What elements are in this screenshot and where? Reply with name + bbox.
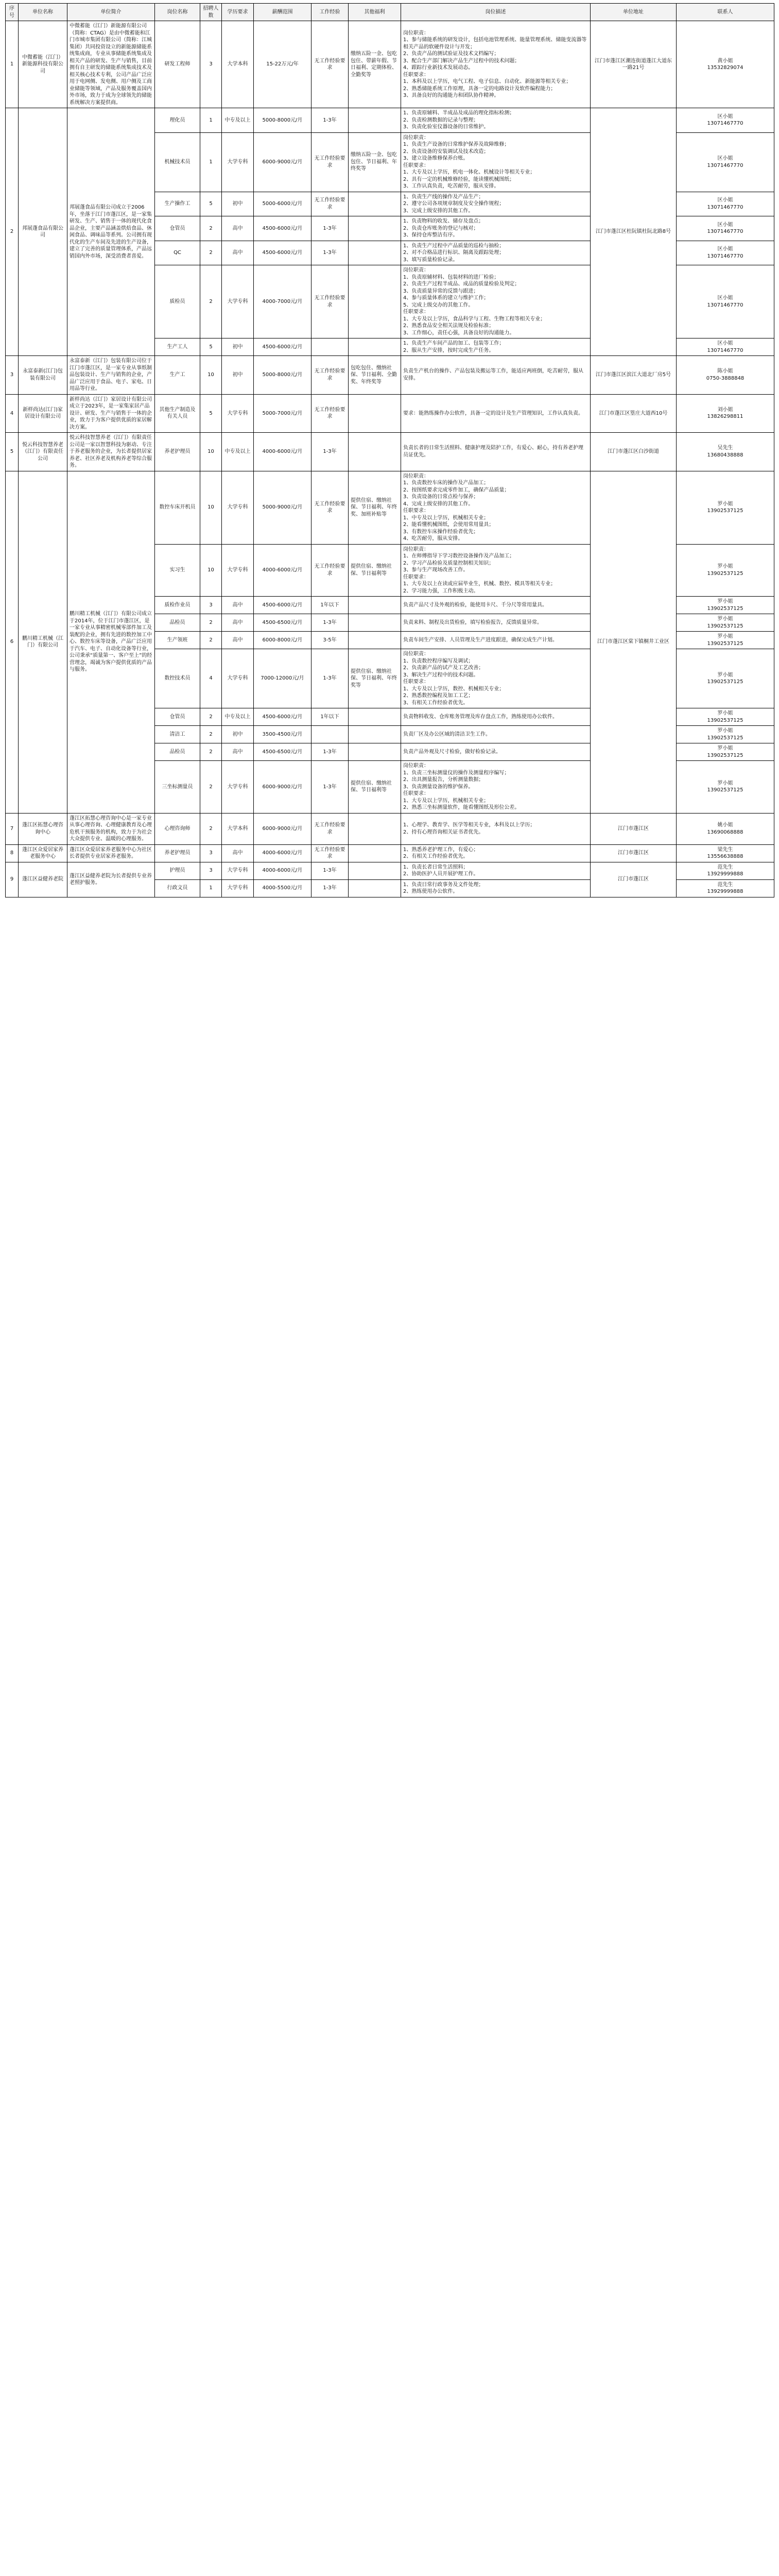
table-row bbox=[6, 813, 774, 844]
company-intro: 新样尚达（江门）家居设计有限公司成立于2023年，是一家集家居产品设计、研发、生产与销售于一体的企业，致力于为客户提供优质的家居解决方案。 bbox=[67, 394, 155, 433]
job-salary: 4500-6500元/月 bbox=[254, 614, 311, 632]
job-contact: 区小姐 13071467770 bbox=[677, 192, 774, 216]
job-description: 1、负责生产线的操作及产品生产； 2、遵守公司各项规章制度及安全操作规程； 3、完成上级安排的其他工作。 bbox=[401, 192, 591, 216]
job-contact: 区小姐 13071467770 bbox=[677, 108, 774, 133]
job-experience: 1-3年 bbox=[311, 108, 349, 133]
job-contact: 区小姐 13071467770 bbox=[677, 265, 774, 338]
job-contact: 区小姐 13071467770 bbox=[677, 132, 774, 192]
job-description: 负责车间生产安排、人员管理及生产进度跟进，确保完成生产计划。 bbox=[401, 632, 591, 649]
job-count: 2 bbox=[200, 813, 222, 844]
job-title: 仓管员 bbox=[155, 216, 200, 241]
company-intro: 鹏川精工机械（江门）有限公司成立于2014年，位于江门市蓬江区，是一家专业从事精密机械零部件加工及装配的企业，拥有先进的数控加工中心、数控车床等设备，产品广泛应用于汽车、电子、自动化设备等行业，公司秉承“质量第一、客户至上”的经营理念，竭诚为客户提供优质的产品与服务。 bbox=[67, 471, 155, 813]
job-contact: 罗小姐 13902537125 bbox=[677, 649, 774, 708]
job-description: 1、负责物料的收发、储存及盘点； 2、负责仓库账务的登记与核对； 3、保持仓库整洁有序。 bbox=[401, 216, 591, 241]
job-experience: 无工作经验要求 bbox=[311, 356, 349, 395]
job-description: 1、负责生产过程中产品质量的巡检与抽检； 2、对不合格品进行标识、隔离及跟踪处理； 3、填写质量检验记录。 bbox=[401, 241, 591, 265]
row-number: 7 bbox=[6, 813, 19, 844]
job-title: 生产领班 bbox=[155, 632, 200, 649]
company-name: 新样尚达(江门)家居设计有限公司 bbox=[19, 394, 67, 433]
job-title: 三坐标测量员 bbox=[155, 761, 200, 814]
job-count: 5 bbox=[200, 192, 222, 216]
job-description: 负责产品外观及尺寸检验，做好检验记录。 bbox=[401, 743, 591, 761]
header-address: 单位地址 bbox=[591, 4, 677, 21]
job-title: 心理咨询师 bbox=[155, 813, 200, 844]
job-title: 其他生产制造及有关人员 bbox=[155, 394, 200, 433]
row-number: 2 bbox=[6, 108, 19, 356]
job-count: 2 bbox=[200, 241, 222, 265]
company-intro: 永富泰新（江门）包装有限公司位于江门市蓬江区，是一家专业从事纸制品包装设计、生产与销售的企业，产品广泛应用于食品、电子、家电、日用品等行业。 bbox=[67, 356, 155, 395]
job-salary: 5000-8000元/月 bbox=[254, 356, 311, 395]
job-benefits: 提供住宿、缴纳社保、节日福利等 bbox=[349, 544, 401, 597]
job-salary: 5000-7000元/月 bbox=[254, 394, 311, 433]
job-benefits bbox=[349, 241, 401, 265]
company-name: 蓬江区众爱居家养老服务中心 bbox=[19, 844, 67, 862]
job-contact: 区小姐 13071467770 bbox=[677, 241, 774, 265]
job-contact: 梁先生 13556638888 bbox=[677, 844, 774, 862]
job-salary: 7000-12000元/月 bbox=[254, 649, 311, 708]
job-salary: 4500-6000元/月 bbox=[254, 708, 311, 726]
job-count: 5 bbox=[200, 394, 222, 433]
job-benefits bbox=[349, 708, 401, 726]
company-address: 江门市蓬江区篁庄大道西10号 bbox=[591, 394, 677, 433]
job-experience: 无工作经验要求 bbox=[311, 394, 349, 433]
header-benefits: 其他福利 bbox=[349, 4, 401, 21]
company-address: 江门市蓬江区 bbox=[591, 844, 677, 862]
job-education: 高中 bbox=[222, 216, 254, 241]
job-count: 5 bbox=[200, 338, 222, 356]
header-contact: 联系人 bbox=[677, 4, 774, 21]
job-benefits bbox=[349, 813, 401, 844]
job-experience: 1-3年 bbox=[311, 879, 349, 897]
job-experience: 无工作经验要求 bbox=[311, 265, 349, 338]
job-experience: 无工作经验要求 bbox=[311, 544, 349, 597]
company-intro: 蓬江区拓慧心理咨询中心是一家专业从事心理咨询、心理健康教育及心理危机干预服务的机构，致力于为社会大众提供专业、温暖的心理服务。 bbox=[67, 813, 155, 844]
job-count: 2 bbox=[200, 761, 222, 814]
job-contact: 区小姐 13071467770 bbox=[677, 216, 774, 241]
job-education: 高中 bbox=[222, 844, 254, 862]
job-experience: 无工作经验要求 bbox=[311, 844, 349, 862]
job-title: 机械技术员 bbox=[155, 132, 200, 192]
job-contact: 罗小姐 13902537125 bbox=[677, 743, 774, 761]
job-description: 负责厂区及办公区域的清洁卫生工作。 bbox=[401, 726, 591, 743]
job-salary: 5000-8000元/月 bbox=[254, 108, 311, 133]
company-intro: 悦云科技智慧养老（江门）有限责任公司是一家以智慧科技为驱动、专注于养老服务的企业，为长者提供居家养老、社区养老及机构养老等综合服务。 bbox=[67, 433, 155, 471]
job-experience: 1-3年 bbox=[311, 216, 349, 241]
company-address: 江门市蓬江区 bbox=[591, 813, 677, 844]
job-description: 岗位职责： 1、参与储能系统的研发设计，包括电池管理系统、能量管理系统、储能变流器等相关产品的软硬件设计与开发； 2、负责产品的测试验证及技术文档编写； 3、配合生产部门解决产品生产过程中的技术问题； 4、跟踪行业新技术发展动态。 任职要求： 1、本科及以上学历，电气工程、电子信息、自动化、新能源等相关专业； 2、熟悉储能系统工作原理，具备一定的电路设计及软件编程能力； 3、具备良好的沟通能力和团队协作精神。 bbox=[401, 21, 591, 108]
header-job-title: 岗位名称 bbox=[155, 4, 200, 21]
job-description: 1、心理学、教育学、医学等相关专业，本科及以上学历； 2、持有心理咨询相关证书者优先。 bbox=[401, 813, 591, 844]
job-education: 初中 bbox=[222, 356, 254, 395]
job-benefits bbox=[349, 216, 401, 241]
job-salary: 4000-6000元/月 bbox=[254, 862, 311, 879]
job-title: 仓管员 bbox=[155, 708, 200, 726]
table-body bbox=[6, 21, 774, 897]
job-salary: 5000-6000元/月 bbox=[254, 192, 311, 216]
job-title: 生产操作工 bbox=[155, 192, 200, 216]
job-title: 养老护理员 bbox=[155, 844, 200, 862]
job-description: 岗位职责： 1、负责原辅材料、包装材料的进厂检验； 2、负责生产过程半成品、成品的质量检验及判定； 3、负责质量异常的反馈与跟进； 4、参与质量体系的建立与维护工作； 5、完成上级交办的其他工作。 任职要求： 1、大专及以上学历，食品科学与工程、生物工程等相关专业； 2、熟悉食品安全相关法规及检验标准； 3、工作细心，责任心强，具备良好的沟通能力。 bbox=[401, 265, 591, 338]
header-experience: 工作经验 bbox=[311, 4, 349, 21]
company-address: 江门市蓬江区潮连街道蓬江大道东一路21号 bbox=[591, 21, 677, 108]
company-intro: 中微蓄能（江门）新能源有限公司（简称：CTAG）是由中微蓄能和江门市城市集团有限公司（简称：江城集团）共同投资设立的新能源储能系统集成商，专业从事储能系统集成及相关产品的研发、生产与销售，目前拥有自主研发的储能系统集成技术及相关核心技术专利，公司产品广泛应用于电网侧、发电侧、用户侧及工商业储能等领域，产品及服务覆盖国内外市场，致力于成为全球领先的储能系统解决方案提供商。 bbox=[67, 21, 155, 108]
job-education: 高中 bbox=[222, 241, 254, 265]
job-title: 生产工人 bbox=[155, 338, 200, 356]
job-count: 10 bbox=[200, 356, 222, 395]
job-education: 大学本科 bbox=[222, 21, 254, 108]
job-benefits bbox=[349, 614, 401, 632]
job-contact: 刘小姐 13826298811 bbox=[677, 394, 774, 433]
job-experience bbox=[311, 338, 349, 356]
job-contact: 陈小姐 0750-3888848 bbox=[677, 356, 774, 395]
job-count: 2 bbox=[200, 614, 222, 632]
job-count: 10 bbox=[200, 544, 222, 597]
row-number: 8 bbox=[6, 844, 19, 862]
job-description: 要求：能熟练操作办公软件，具备一定的设计及生产管理知识，工作认真负责。 bbox=[401, 394, 591, 433]
job-contact: 黄小姐 13532829074 bbox=[677, 21, 774, 108]
job-description: 岗位职责： 1、负责数控程序编写及调试； 2、负责新产品的试产及工艺改善； 3、解决生产过程中的技术问题。 任职要求： 1、大专及以上学历，数控、机械相关专业； 2、熟悉数控编程及加工工艺； 3、有相关工作经验者优先。 bbox=[401, 649, 591, 708]
job-contact: 罗小姐 13902537125 bbox=[677, 597, 774, 614]
job-salary: 15-22万元/年 bbox=[254, 21, 311, 108]
job-experience: 1-3年 bbox=[311, 241, 349, 265]
job-contact: 区小姐 13071467770 bbox=[677, 338, 774, 356]
job-description: 1、负责生产车间产品的加工、包装等工作； 2、服从生产安排，按时完成生产任务。 bbox=[401, 338, 591, 356]
job-contact: 罗小姐 13902537125 bbox=[677, 761, 774, 814]
job-education: 初中 bbox=[222, 726, 254, 743]
job-title: 生产工 bbox=[155, 356, 200, 395]
job-benefits bbox=[349, 743, 401, 761]
job-experience: 1年以下 bbox=[311, 708, 349, 726]
job-salary: 3500-4500元/月 bbox=[254, 726, 311, 743]
job-title: 研发工程师 bbox=[155, 21, 200, 108]
job-count: 3 bbox=[200, 844, 222, 862]
job-experience: 无工作经验要求 bbox=[311, 132, 349, 192]
table-row bbox=[6, 433, 774, 471]
job-benefits bbox=[349, 192, 401, 216]
job-title: QC bbox=[155, 241, 200, 265]
job-contact: 范先生 13929999888 bbox=[677, 879, 774, 897]
job-education: 中专及以上 bbox=[222, 708, 254, 726]
company-name: 鹏川精工机械（江门）有限公司 bbox=[19, 471, 67, 813]
table-row bbox=[6, 356, 774, 395]
job-contact: 吴先生 13680438888 bbox=[677, 433, 774, 471]
company-intro: 蓬江区益健养老院为长者提供专业养老照护服务。 bbox=[67, 862, 155, 897]
job-experience: 无工作经验要求 bbox=[311, 192, 349, 216]
job-count: 2 bbox=[200, 265, 222, 338]
job-title: 品检员 bbox=[155, 614, 200, 632]
table-row bbox=[6, 471, 774, 544]
job-salary: 6000-9000元/月 bbox=[254, 132, 311, 192]
job-count: 4 bbox=[200, 649, 222, 708]
job-benefits bbox=[349, 433, 401, 471]
job-title: 理化员 bbox=[155, 108, 200, 133]
job-benefits: 缴纳五险一金、包吃包住、带薪年假、节日福利、定期体检、全勤奖等 bbox=[349, 21, 401, 108]
job-education: 高中 bbox=[222, 743, 254, 761]
job-education: 初中 bbox=[222, 192, 254, 216]
job-description: 岗位职责： 1、负责数控车床的操作及产品加工； 2、按图纸要求完成零件加工，确保产品质量； 3、负责设备的日常点检与保养； 4、完成上级安排的其他工作。 任职要求： 1、中专及以上学历，机械相关专业； 2、能看懂机械图纸，会使用常用量具； 3、有数控车床操作经验者优先； 4、吃苦耐劳，服从安排。 bbox=[401, 471, 591, 544]
job-education: 大学专科 bbox=[222, 132, 254, 192]
job-count: 3 bbox=[200, 862, 222, 879]
job-education: 大学本科 bbox=[222, 813, 254, 844]
job-contact: 罗小姐 13902537125 bbox=[677, 614, 774, 632]
job-education: 大学专科 bbox=[222, 265, 254, 338]
table-row bbox=[6, 862, 774, 879]
job-experience: 1-3年 bbox=[311, 743, 349, 761]
header-company: 单位名称 bbox=[19, 4, 67, 21]
job-description: 岗位职责： 1、负责三坐标测量仪的操作及测量程序编写； 2、出具测量报告，分析测量数据； 3、负责测量设备的维护保养。 任职要求： 1、大专及以上学历，机械相关专业； 2、熟悉三坐标测量软件，能看懂图纸及形位公差。 bbox=[401, 761, 591, 814]
job-count: 2 bbox=[200, 708, 222, 726]
job-description: 负责产品尺寸及外观的检验，能使用卡尺、千分尺等常用量具。 bbox=[401, 597, 591, 614]
job-count: 2 bbox=[200, 216, 222, 241]
job-description: 1、熟悉养老护理工作，有爱心； 2、有相关工作经验者优先。 bbox=[401, 844, 591, 862]
job-salary: 4000-6000元/月 bbox=[254, 433, 311, 471]
header-description: 岗位描述 bbox=[401, 4, 591, 21]
job-experience: 1-3年 bbox=[311, 614, 349, 632]
job-count: 3 bbox=[200, 21, 222, 108]
job-description: 岗位职责： 1、在师傅指导下学习数控设备操作及产品加工； 2、学习产品检验及质量控制相关知识； 3、参与生产现场改善工作。 任职要求： 1、大专及以上在读或应届毕业生，机械、数控、模具等相关专业； 2、学习能力强，工作积极主动。 bbox=[401, 544, 591, 597]
job-benefits: 提供住宿、缴纳社保、节日福利等 bbox=[349, 761, 401, 814]
company-address: 江门市蓬江区滨江大道北厂房5号 bbox=[591, 356, 677, 395]
job-count: 10 bbox=[200, 433, 222, 471]
job-contact: 罗小姐 13902537125 bbox=[677, 726, 774, 743]
table-row bbox=[6, 108, 774, 133]
job-title: 质检员 bbox=[155, 265, 200, 338]
job-education: 大学专科 bbox=[222, 544, 254, 597]
recruitment-sheet bbox=[5, 3, 774, 897]
header-education: 学历要求 bbox=[222, 4, 254, 21]
company-intro: 邦展蓬食品有限公司成立于2006年，坐落于江门市蓬江区，是一家集研发、生产、销售于一体的现代化食品企业，主要产品涵盖烘焙食品、休闲食品、调味品等系列。公司拥有现代化的生产车间及先进的生产设备，建立了完善的质量管理体系，产品远销国内外市场，深受消费者喜爱。 bbox=[67, 108, 155, 356]
job-education: 大学专科 bbox=[222, 394, 254, 433]
job-salary: 5000-9000元/月 bbox=[254, 471, 311, 544]
job-title: 清洁工 bbox=[155, 726, 200, 743]
job-count: 2 bbox=[200, 726, 222, 743]
job-benefits bbox=[349, 862, 401, 879]
job-benefits bbox=[349, 394, 401, 433]
job-experience: 1年以下 bbox=[311, 597, 349, 614]
job-education: 大学专科 bbox=[222, 471, 254, 544]
job-benefits bbox=[349, 265, 401, 338]
table-row bbox=[6, 844, 774, 862]
job-benefits bbox=[349, 597, 401, 614]
job-education: 大学专科 bbox=[222, 649, 254, 708]
job-contact: 姚小姐 13690068888 bbox=[677, 813, 774, 844]
job-salary: 4500-6000元/月 bbox=[254, 597, 311, 614]
company-name: 蓬江区拓慧心理咨询中心 bbox=[19, 813, 67, 844]
job-salary: 6000-8000元/月 bbox=[254, 632, 311, 649]
job-count: 2 bbox=[200, 743, 222, 761]
header-row bbox=[6, 4, 774, 21]
job-title: 品检员 bbox=[155, 743, 200, 761]
job-experience: 无工作经验要求 bbox=[311, 471, 349, 544]
job-salary: 6000-9000元/月 bbox=[254, 761, 311, 814]
job-salary: 4000-5500元/月 bbox=[254, 879, 311, 897]
job-description: 负责生产机台的操作、产品包装及搬运等工作，能适应两班倒，吃苦耐劳，服从安排。 bbox=[401, 356, 591, 395]
job-title: 数控车床开机员 bbox=[155, 471, 200, 544]
job-experience: 1-3年 bbox=[311, 862, 349, 879]
job-contact: 范先生 13929999888 bbox=[677, 862, 774, 879]
job-count: 1 bbox=[200, 108, 222, 133]
job-description: 1、负责日常行政事务及文件处理； 2、熟练使用办公软件。 bbox=[401, 879, 591, 897]
job-count: 1 bbox=[200, 879, 222, 897]
job-count: 10 bbox=[200, 471, 222, 544]
job-description: 1、负责长者日常生活照料； 2、协助医护人员开展护理工作。 bbox=[401, 862, 591, 879]
job-salary: 4500-6000元/月 bbox=[254, 338, 311, 356]
row-number: 1 bbox=[6, 21, 19, 108]
job-title: 质检作业员 bbox=[155, 597, 200, 614]
job-education: 高中 bbox=[222, 614, 254, 632]
header-no: 序号 bbox=[6, 4, 19, 21]
job-benefits: 包吃包住、缴纳社保、节日福利、全勤奖、年终奖等 bbox=[349, 356, 401, 395]
job-experience: 1-3年 bbox=[311, 433, 349, 471]
job-count: 1 bbox=[200, 132, 222, 192]
company-address: 江门市蓬江区 bbox=[591, 862, 677, 897]
job-title: 护理员 bbox=[155, 862, 200, 879]
job-benefits bbox=[349, 726, 401, 743]
job-description: 岗位职责： 1、负责生产设备的日常维护保养及故障维修； 2、负责设备的安装调试及技术改造； 3、建立设备维修保养台账。 任职要求： 1、大专及以上学历，机电一体化、机械设计等相关专业； 2、具有一定的机械维修经验，能读懂机械图纸； 3、工作认真负责，吃苦耐劳，服从安排。 bbox=[401, 132, 591, 192]
job-experience bbox=[311, 726, 349, 743]
company-name: 悦云科技智慧养老（江门）有限责任公司 bbox=[19, 433, 67, 471]
company-address: 江门市蓬江区白沙街道 bbox=[591, 433, 677, 471]
job-education: 大学专科 bbox=[222, 761, 254, 814]
job-benefits bbox=[349, 338, 401, 356]
job-education: 高中 bbox=[222, 632, 254, 649]
job-salary: 4000-6000元/月 bbox=[254, 544, 311, 597]
job-experience: 1-3年 bbox=[311, 761, 349, 814]
row-number: 5 bbox=[6, 433, 19, 471]
job-benefits: 提供住宿、缴纳社保、节日福利、年终奖、加班补贴等 bbox=[349, 471, 401, 544]
job-title: 实习生 bbox=[155, 544, 200, 597]
job-experience: 无工作经验要求 bbox=[311, 21, 349, 108]
recruitment-table bbox=[5, 3, 774, 897]
row-number: 9 bbox=[6, 862, 19, 897]
job-education: 中专及以上 bbox=[222, 433, 254, 471]
job-benefits: 缴纳五险一金、包吃包住、节日福利、年终奖等 bbox=[349, 132, 401, 192]
job-salary: 4000-6000元/月 bbox=[254, 844, 311, 862]
row-number: 4 bbox=[6, 394, 19, 433]
job-education: 大学专科 bbox=[222, 862, 254, 879]
header-intro: 单位简介 bbox=[67, 4, 155, 21]
job-description: 负责长者的日常生活照料、健康护理及陪护工作，有爱心、耐心，持有养老护理员证优先。 bbox=[401, 433, 591, 471]
job-experience: 1-3年 bbox=[311, 649, 349, 708]
job-education: 中专及以上 bbox=[222, 108, 254, 133]
job-salary: 4500-6000元/月 bbox=[254, 241, 311, 265]
company-name: 邦展蓬食品有限公司 bbox=[19, 108, 67, 356]
job-benefits: 提供住宿、缴纳社保、节日福利、年终奖等 bbox=[349, 649, 401, 708]
job-benefits bbox=[349, 632, 401, 649]
table-row bbox=[6, 394, 774, 433]
job-salary: 6000-9000元/月 bbox=[254, 813, 311, 844]
job-count: 3 bbox=[200, 597, 222, 614]
header-count: 招聘人数 bbox=[200, 4, 222, 21]
job-benefits bbox=[349, 844, 401, 862]
job-experience: 3-5年 bbox=[311, 632, 349, 649]
job-contact: 罗小姐 13902537125 bbox=[677, 471, 774, 544]
job-description: 1、负责原辅料、半成品及成品的理化指标检测； 2、负责检测数据的记录与整理； 3、负责化验室仪器设备的日常维护。 bbox=[401, 108, 591, 133]
job-education: 大学专科 bbox=[222, 879, 254, 897]
job-experience: 无工作经验要求 bbox=[311, 813, 349, 844]
job-education: 高中 bbox=[222, 597, 254, 614]
company-name: 永富泰新(江门)包装有限公司 bbox=[19, 356, 67, 395]
job-salary: 4500-6000元/月 bbox=[254, 216, 311, 241]
company-address: 江门市蓬江区棠下镇桐井工业区 bbox=[591, 471, 677, 813]
job-title: 数控技术员 bbox=[155, 649, 200, 708]
job-contact: 罗小姐 13902537125 bbox=[677, 632, 774, 649]
table-row bbox=[6, 21, 774, 108]
header-salary: 薪酬范围 bbox=[254, 4, 311, 21]
job-count: 2 bbox=[200, 632, 222, 649]
job-salary: 4000-7000元/月 bbox=[254, 265, 311, 338]
job-contact: 罗小姐 13902537125 bbox=[677, 708, 774, 726]
company-address: 江门市蓬江区杜阮镇杜阮北路8号 bbox=[591, 108, 677, 356]
job-title: 行政文员 bbox=[155, 879, 200, 897]
job-education: 初中 bbox=[222, 338, 254, 356]
row-number: 3 bbox=[6, 356, 19, 395]
job-benefits bbox=[349, 108, 401, 133]
row-number: 6 bbox=[6, 471, 19, 813]
job-salary: 4500-6500元/月 bbox=[254, 743, 311, 761]
company-name: 中微蓄能（江门）新能源科技有限公司 bbox=[19, 21, 67, 108]
job-description: 负责来料、制程及出货检验，填写检验报告，反馈质量异常。 bbox=[401, 614, 591, 632]
company-intro: 蓬江区众爱居家养老服务中心为社区长者提供专业居家养老服务。 bbox=[67, 844, 155, 862]
job-title: 养老护理员 bbox=[155, 433, 200, 471]
job-description: 负责物料收发、仓库账务管理及库存盘点工作，熟练使用办公软件。 bbox=[401, 708, 591, 726]
company-name: 蓬江区益健养老院 bbox=[19, 862, 67, 897]
job-contact: 罗小姐 13902537125 bbox=[677, 544, 774, 597]
job-benefits bbox=[349, 879, 401, 897]
